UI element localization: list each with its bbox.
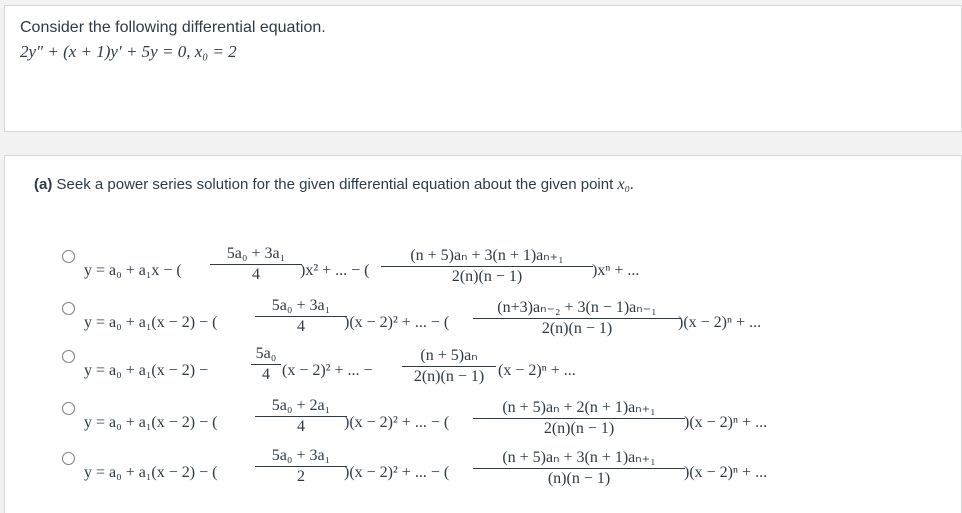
option-5-suffix: )(x − 2)ⁿ + ...	[684, 464, 768, 481]
option-4-fraction-2: (n + 5)aₙ + 2(n + 1)aₙ₊₁ 2(n)(n − 1)	[473, 397, 685, 438]
option-1-prefix: y = a₀ + a₁x − (	[84, 262, 182, 279]
part-a-label: (a)	[34, 176, 53, 193]
option-3-prefix: y = a₀ + a₁(x − 2) −	[84, 362, 209, 379]
option-3-fraction-2: (n + 5)aₙ 2(n)(n − 1)	[402, 345, 496, 386]
option-1-fraction-1: 5a₀ + 3a₁ 4	[210, 245, 302, 284]
part-a-point: x₀.	[617, 176, 635, 193]
option-4-fraction-1: 5a₀ + 2a₁ 4	[255, 397, 347, 436]
option-2-prefix: y = a₀ + a₁(x − 2) − (	[84, 314, 218, 331]
option-2-fraction-2: (n+3)aₙ₋₂ + 3(n − 1)aₙ₋₁ 2(n)(n − 1)	[473, 297, 681, 338]
option-5-fraction-2: (n + 5)aₙ + 3(n + 1)aₙ₊₁ (n)(n − 1)	[473, 447, 685, 488]
differential-equation: 2y″ + (x + 1)y′ + 5y = 0, x₀ = 2	[20, 42, 237, 61]
option-4-prefix: y = a₀ + a₁(x − 2) − (	[84, 414, 218, 431]
option-5-middle: )(x − 2)² + ... − (	[344, 464, 450, 481]
option-5-fraction-1: 5a₀ + 3a₁ 2	[255, 447, 347, 486]
part-a-prompt	[34, 176, 634, 194]
option-3-middle: (x − 2)² + ... −	[282, 362, 373, 379]
option-1-middle: )x² + ... − (	[300, 262, 370, 279]
option-1-radio[interactable]	[62, 250, 75, 263]
option-3-fraction-1: 5a₀ 4	[251, 345, 281, 384]
part-a-text: Seek a power series solution for the given differential equation about the given point	[56, 176, 614, 193]
option-1-suffix: )xⁿ + ...	[592, 262, 640, 279]
option-3-radio[interactable]	[62, 350, 75, 363]
option-2-fraction-1: 5a₀ + 3a₁ 4	[255, 297, 347, 336]
option-5-radio[interactable]	[62, 452, 75, 465]
option-4-middle: )(x − 2)² + ... − (	[344, 414, 450, 431]
option-2-radio[interactable]	[62, 302, 75, 315]
option-4-radio[interactable]	[62, 402, 75, 415]
option-5-prefix: y = a₀ + a₁(x − 2) − (	[84, 464, 218, 481]
question-intro: Consider the following differential equation.	[20, 19, 326, 36]
option-4-suffix: )(x − 2)ⁿ + ...	[684, 414, 768, 431]
option-1-fraction-2: (n + 5)aₙ + 3(n + 1)aₙ₊₁ 2(n)(n − 1)	[381, 245, 593, 286]
option-2-middle: )(x − 2)² + ... − (	[344, 314, 450, 331]
option-3-suffix: (x − 2)ⁿ + ...	[498, 362, 576, 379]
option-2-suffix: )(x − 2)ⁿ + ...	[678, 314, 762, 331]
